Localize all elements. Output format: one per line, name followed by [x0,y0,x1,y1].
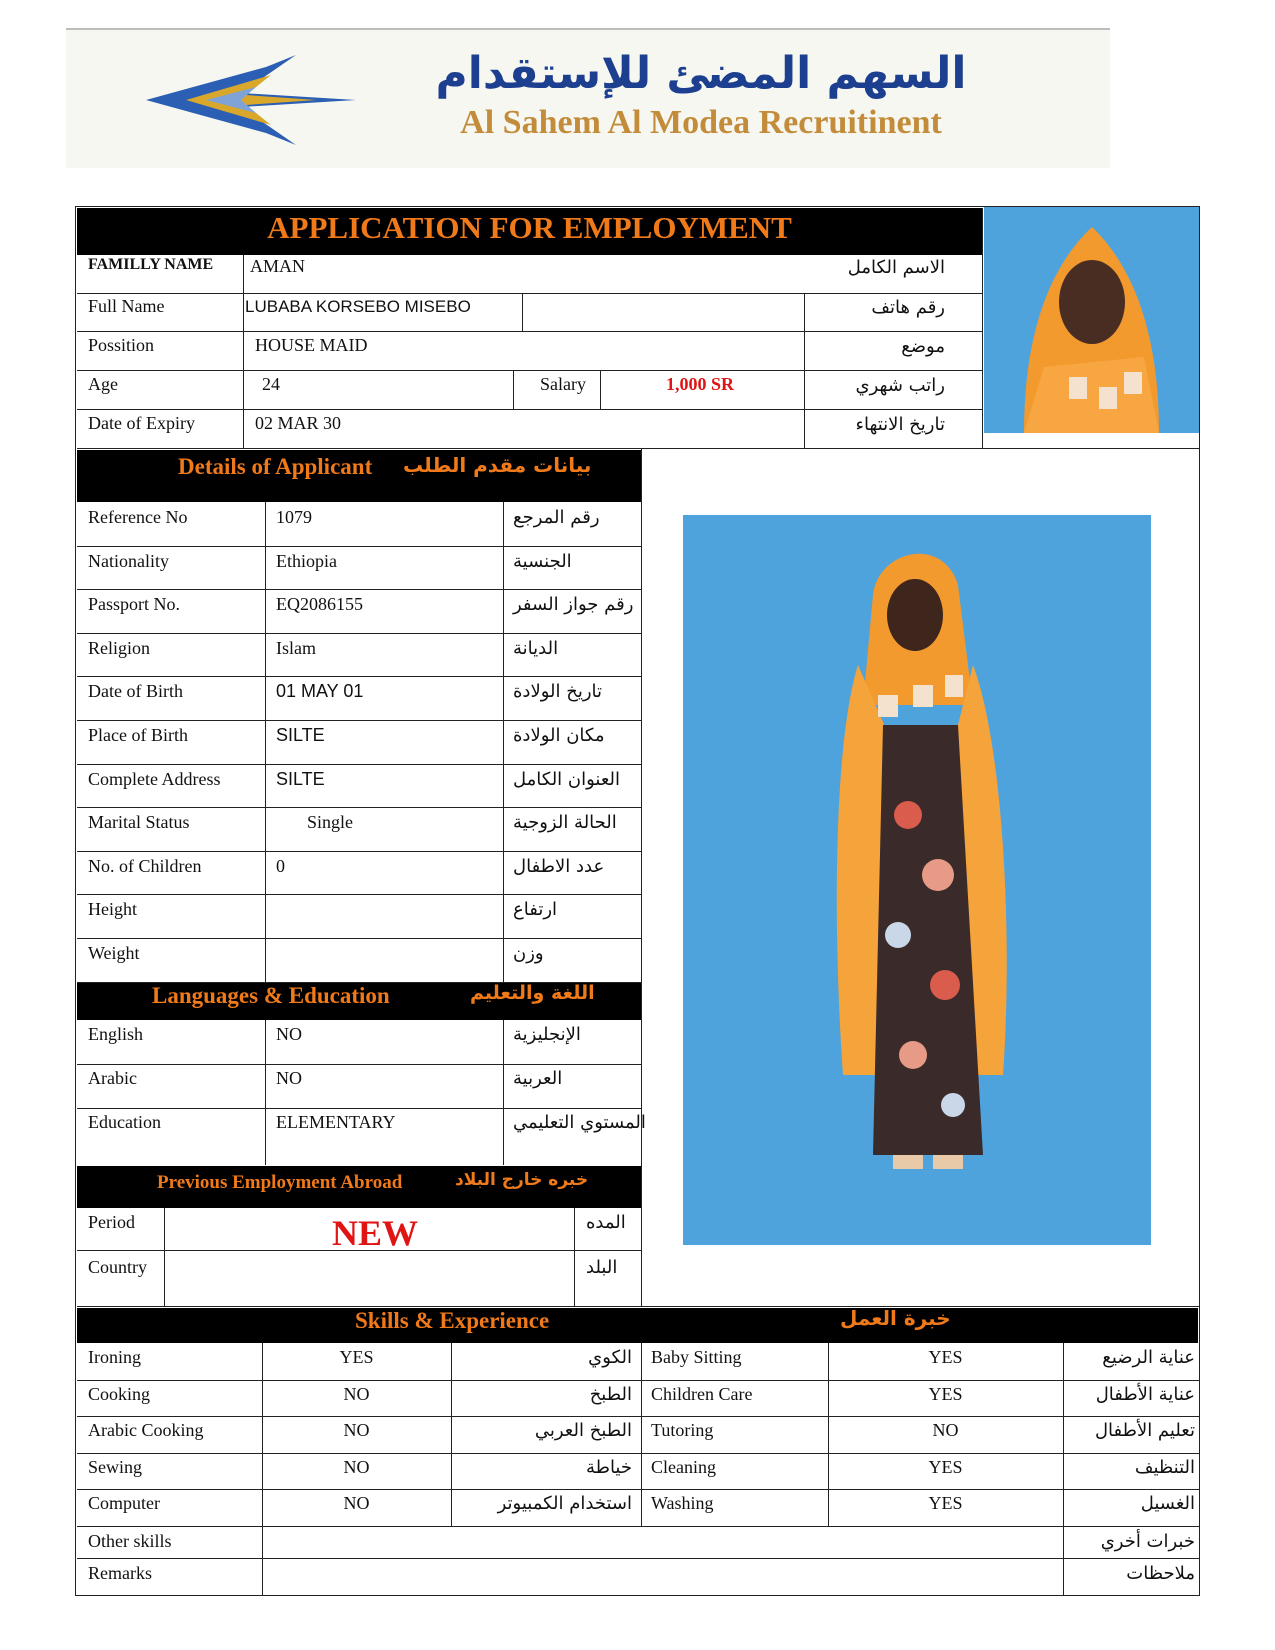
details-value: EQ2086155 [276,594,363,615]
details-row-divider [77,676,641,677]
details-value: SILTE [276,725,325,745]
previous-title-arabic: خبره خارج البلاد [455,1170,589,1190]
full-name-arabic: رقم هاتف [871,297,945,318]
country-label: Country [88,1257,148,1277]
skill-arabic: الغسيل [1140,1493,1195,1515]
skill-value: NO [343,1420,370,1441]
expiry-arabic: تاريخ الانتهاء [855,414,945,435]
details-value: 01 MAY 01 [276,681,364,702]
new-status: NEW [332,1213,419,1253]
details-label: Reference No [88,507,188,527]
details-label: Place of Birth [88,725,188,745]
period-label: Period [88,1212,135,1232]
portrait-photo [984,207,1199,433]
language-value: ELEMENTARY [276,1112,396,1132]
details-arabic: الديانة [513,637,559,659]
skill-value: YES [339,1347,374,1367]
details-arabic: العنوان الكامل [513,768,621,790]
skill-arabic: الكوي [588,1347,632,1368]
salary-label: Salary [540,374,586,394]
period-arabic: المده [586,1212,626,1233]
details-label: Complete Address [88,768,221,789]
details-row-divider [77,720,641,721]
age-label: Age [88,374,118,394]
skill-label: Baby Sitting [651,1347,742,1367]
language-label: Arabic [88,1068,137,1088]
skill-value: NO [343,1456,370,1477]
skills-header-bar [77,1308,1198,1343]
skill-arabic: التنظيف [1134,1456,1195,1478]
details-arabic: الحالة الزوجية [513,812,617,834]
skill-value: YES [928,1383,963,1404]
skills-row-divider [77,1416,1200,1417]
skills-title: Skills & Experience [355,1308,550,1333]
logo-banner [66,28,1110,168]
skill-value: NO [343,1493,370,1514]
position-label: Possition [88,335,155,355]
details-row-divider [77,589,641,590]
details-row-divider [77,764,641,765]
details-label: Nationality [88,550,169,571]
details-arabic: رقم المرجع [513,507,600,528]
skills-title-arabic: خبرة العمل [840,1306,951,1330]
age-arabic: راتب شهري [855,375,945,396]
skill-arabic: عناية الرضيع [1102,1347,1195,1368]
previous-title: Previous Employment Abroad [157,1172,403,1193]
family-name-value: AMAN [250,256,306,276]
skill-label: Cleaning [651,1456,716,1477]
skill-value: YES [928,1347,963,1367]
details-label: Height [88,899,137,920]
details-value: Single [307,812,354,833]
logo-arabic-text: السهم المضئ للإستقدام [435,48,967,99]
skill-arabic: عناية الأطفال [1095,1383,1195,1405]
details-label: Religion [88,637,150,658]
skill-label: Ironing [88,1347,141,1367]
language-row-divider [77,1108,641,1109]
country-arabic: البلد [586,1257,618,1278]
details-label: Marital Status [88,812,190,833]
details-arabic: ارتفاع [513,899,558,921]
skills-row-divider [77,1453,1200,1454]
skill-label: Sewing [88,1456,142,1477]
details-row-divider [77,894,641,895]
language-arabic: المستوي التعليمي [513,1112,646,1133]
other-skills-label: Other skills [88,1531,172,1551]
full-name-label: Full Name [88,296,165,316]
skill-arabic: الطبخ [589,1383,632,1405]
details-arabic: رقم جواز السفر [513,594,634,616]
skill-value: YES [928,1493,963,1514]
full-body-photo [683,515,1151,1245]
position-arabic: موضع [901,336,945,357]
skill-value: NO [932,1420,959,1441]
languages-title-arabic: اللغة والتعليم [470,982,595,1004]
details-value: SILTE [276,768,325,789]
details-value: 0 [276,855,285,876]
languages-title: Languages & Education [152,983,390,1008]
details-row-divider [77,807,641,808]
remarks-label: Remarks [88,1563,152,1583]
skill-label: Tutoring [651,1420,714,1441]
details-value: Islam [276,637,316,658]
details-arabic: عدد الاطفال [513,855,605,877]
expiry-label: Date of Expiry [88,413,195,433]
details-arabic: الجنسية [513,550,572,572]
page-title: APPLICATION FOR EMPLOYMENT [267,210,792,245]
details-label: No. of Children [88,855,202,876]
details-arabic: وزن [513,943,544,964]
full-name-value: LUBABA KORSEBO MISEBO [245,297,471,316]
language-label: Education [88,1112,161,1132]
arrow-logo-icon [146,55,356,145]
remarks-arabic: ملاحظات [1126,1563,1195,1584]
expiry-value: 02 MAR 30 [255,413,342,433]
details-row-divider [77,633,641,634]
skill-value: NO [343,1383,370,1404]
skill-arabic: تعليم الأطفال [1094,1420,1195,1442]
skill-arabic: الطبخ العربي [534,1420,632,1442]
skill-label: Cooking [88,1383,151,1404]
language-label: English [88,1024,144,1044]
language-value: NO [276,1024,302,1044]
details-row-divider [77,938,641,939]
skill-label: Arabic Cooking [88,1420,204,1441]
details-value: Ethiopia [276,550,337,571]
age-value: 24 [262,374,280,394]
language-value: NO [276,1068,302,1088]
details-label: Date of Birth [88,681,183,702]
salary-value: 1,000 SR [666,374,735,394]
skills-row-divider [77,1380,1200,1381]
skill-arabic: استخدام الكمبيوتر [497,1493,632,1515]
skill-arabic: خياطة [585,1456,632,1478]
skill-label: Washing [651,1493,714,1514]
details-title-arabic: بيانات مقدم الطلب [403,453,592,477]
skills-row-divider [77,1489,1200,1490]
skill-value: YES [928,1456,963,1477]
family-name-label: FAMILLY NAME [88,256,214,273]
details-row-divider [77,851,641,852]
other-skills-arabic: خبرات أخري [1100,1531,1195,1552]
details-arabic: مكان الولادة [513,725,605,746]
family-name-arabic: الاسم الكامل [847,257,945,278]
details-label: Weight [88,943,140,963]
details-row-divider [77,546,641,547]
skill-label: Computer [88,1493,160,1514]
details-arabic: تاريخ الولادة [513,681,603,703]
language-arabic: الإنجليزية [513,1024,581,1045]
details-label: Passport No. [88,594,181,615]
details-value: 1079 [276,507,312,527]
details-title: Details of Applicant [178,454,373,479]
language-row-divider [77,1064,641,1065]
position-value: HOUSE MAID [255,335,368,355]
logo-english-text: Al Sahem Al Modea Recruitinent [460,104,942,141]
language-arabic: العربية [513,1068,563,1089]
skill-label: Children Care [651,1383,753,1404]
